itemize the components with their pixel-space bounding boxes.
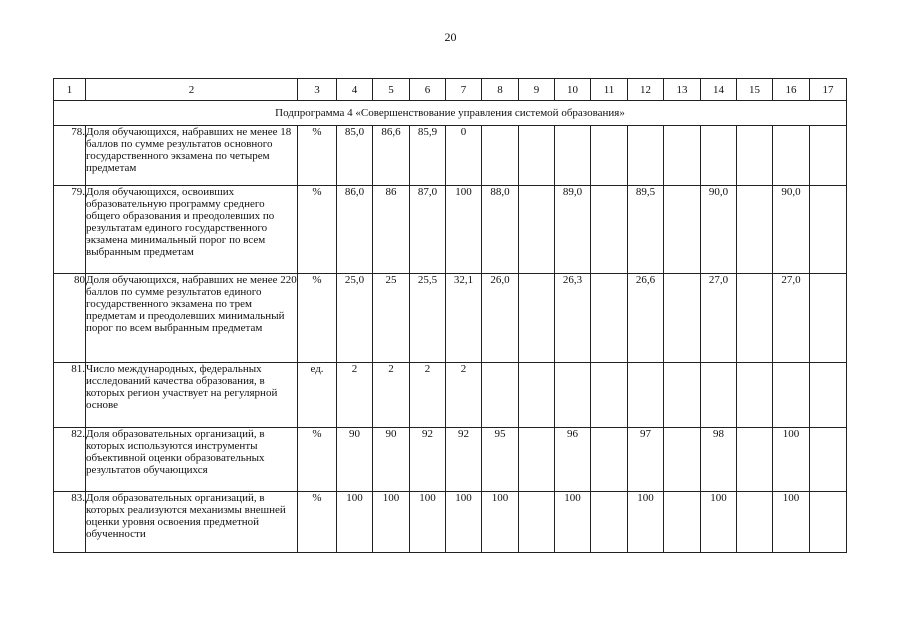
value-cell: 100 (373, 492, 410, 553)
unit-cell: % (298, 126, 337, 186)
value-cell (591, 126, 628, 186)
value-cell: 85,9 (410, 126, 446, 186)
value-cell: 89,0 (555, 186, 591, 274)
value-cell (555, 126, 591, 186)
value-cell: 98 (701, 428, 737, 492)
value-cell (482, 363, 519, 428)
value-cell: 26,3 (555, 274, 591, 363)
value-cell (664, 126, 701, 186)
value-cell: 85,0 (337, 126, 373, 186)
value-cell (664, 363, 701, 428)
value-cell: 32,1 (446, 274, 482, 363)
value-cell: 100 (482, 492, 519, 553)
value-cell: 95 (482, 428, 519, 492)
value-cell (664, 492, 701, 553)
indicator-description: Число международных, федеральных исследований качества образования, в которых регион участвует на регулярной основе (86, 363, 298, 428)
header-cell: 5 (373, 79, 410, 101)
value-cell (591, 428, 628, 492)
subprogram-title: Подпрограмма 4 «Совершенствование управления системой образования» (54, 101, 847, 126)
header-cell: 6 (410, 79, 446, 101)
value-cell: 90,0 (773, 186, 810, 274)
value-cell: 26,6 (628, 274, 664, 363)
value-cell: 100 (337, 492, 373, 553)
value-cell: 27,0 (773, 274, 810, 363)
table-row (54, 492, 847, 553)
header-cell: 12 (628, 79, 664, 101)
header-row (54, 79, 847, 101)
value-cell: 100 (555, 492, 591, 553)
value-cell (810, 363, 847, 428)
row-number: 79. (54, 186, 86, 274)
row-number: 80 (54, 274, 86, 363)
value-cell: 100 (628, 492, 664, 553)
value-cell: 100 (773, 428, 810, 492)
value-cell (519, 274, 555, 363)
value-cell (591, 363, 628, 428)
header-cell: 13 (664, 79, 701, 101)
value-cell (737, 363, 773, 428)
row-number: 83. (54, 492, 86, 553)
header-cell: 8 (482, 79, 519, 101)
value-cell: 86 (373, 186, 410, 274)
value-cell (810, 428, 847, 492)
value-cell (628, 126, 664, 186)
indicator-description: Доля обучающихся, набравших не менее 18 баллов по сумме результатов основного государственного экзамена по четырем предметам (86, 126, 298, 186)
value-cell: 2 (446, 363, 482, 428)
value-cell: 2 (337, 363, 373, 428)
value-cell: 92 (446, 428, 482, 492)
value-cell (737, 274, 773, 363)
value-cell: 2 (373, 363, 410, 428)
header-cell: 15 (737, 79, 773, 101)
unit-cell: % (298, 492, 337, 553)
header-cell: 3 (298, 79, 337, 101)
indicators-table (53, 78, 847, 553)
value-cell: 86,0 (337, 186, 373, 274)
value-cell: 87,0 (410, 186, 446, 274)
value-cell (737, 186, 773, 274)
value-cell: 92 (410, 428, 446, 492)
table-row (54, 363, 847, 428)
value-cell: 26,0 (482, 274, 519, 363)
value-cell (810, 186, 847, 274)
value-cell: 96 (555, 428, 591, 492)
value-cell (664, 274, 701, 363)
value-cell (482, 126, 519, 186)
value-cell (773, 126, 810, 186)
value-cell: 90 (373, 428, 410, 492)
value-cell (737, 428, 773, 492)
header-cell: 4 (337, 79, 373, 101)
value-cell: 90,0 (701, 186, 737, 274)
value-cell: 25 (373, 274, 410, 363)
value-cell (591, 274, 628, 363)
value-cell: 100 (446, 186, 482, 274)
value-cell: 100 (701, 492, 737, 553)
value-cell (664, 186, 701, 274)
indicator-description: Доля образовательных организаций, в которых реализуются механизмы внешней оценки уровня освоения предметной обученности (86, 492, 298, 553)
unit-cell: % (298, 428, 337, 492)
header-cell: 2 (86, 79, 298, 101)
value-cell: 86,6 (373, 126, 410, 186)
value-cell (591, 186, 628, 274)
value-cell (701, 363, 737, 428)
value-cell: 100 (410, 492, 446, 553)
value-cell (664, 428, 701, 492)
value-cell (591, 492, 628, 553)
value-cell (519, 363, 555, 428)
value-cell (701, 126, 737, 186)
subprogram-row (54, 101, 847, 126)
header-cell: 14 (701, 79, 737, 101)
value-cell (773, 363, 810, 428)
value-cell: 90 (337, 428, 373, 492)
value-cell (810, 126, 847, 186)
value-cell (628, 363, 664, 428)
header-cell: 9 (519, 79, 555, 101)
header-cell: 17 (810, 79, 847, 101)
value-cell (810, 274, 847, 363)
indicator-description: Доля обучающихся, освоивших образовательную программу среднего общего образования и преодолевших по результатам единого государственного экзамена минимальный порог по всем выбранным предметам (86, 186, 298, 274)
value-cell: 25,5 (410, 274, 446, 363)
unit-cell: ед. (298, 363, 337, 428)
header-cell: 1 (54, 79, 86, 101)
value-cell: 0 (446, 126, 482, 186)
row-number: 78. (54, 126, 86, 186)
value-cell: 2 (410, 363, 446, 428)
header-cell: 11 (591, 79, 628, 101)
value-cell (737, 126, 773, 186)
value-cell: 25,0 (337, 274, 373, 363)
table-row (54, 186, 847, 274)
value-cell: 97 (628, 428, 664, 492)
unit-cell: % (298, 274, 337, 363)
value-cell: 100 (446, 492, 482, 553)
value-cell (737, 492, 773, 553)
value-cell (519, 186, 555, 274)
header-cell: 16 (773, 79, 810, 101)
value-cell (519, 492, 555, 553)
value-cell: 100 (773, 492, 810, 553)
table-row (54, 428, 847, 492)
indicator-description: Доля образовательных организаций, в которых используются инструменты объективной оценки образовательных результатов обучающихся (86, 428, 298, 492)
value-cell: 27,0 (701, 274, 737, 363)
row-number: 81. (54, 363, 86, 428)
value-cell: 88,0 (482, 186, 519, 274)
row-number: 82. (54, 428, 86, 492)
header-cell: 7 (446, 79, 482, 101)
page-number: 20 (444, 30, 457, 44)
unit-cell: % (298, 186, 337, 274)
header-cell: 10 (555, 79, 591, 101)
table-row (54, 274, 847, 363)
value-cell (555, 363, 591, 428)
value-cell: 89,5 (628, 186, 664, 274)
table-row (54, 126, 847, 186)
value-cell (519, 126, 555, 186)
indicator-description: Доля обучающихся, набравших не менее 220 баллов по сумме результатов единого государственного экзамена по трем предметам и преодолевших минимальный порог по всем выбранным предметам (86, 274, 298, 363)
value-cell (810, 492, 847, 553)
value-cell (519, 428, 555, 492)
